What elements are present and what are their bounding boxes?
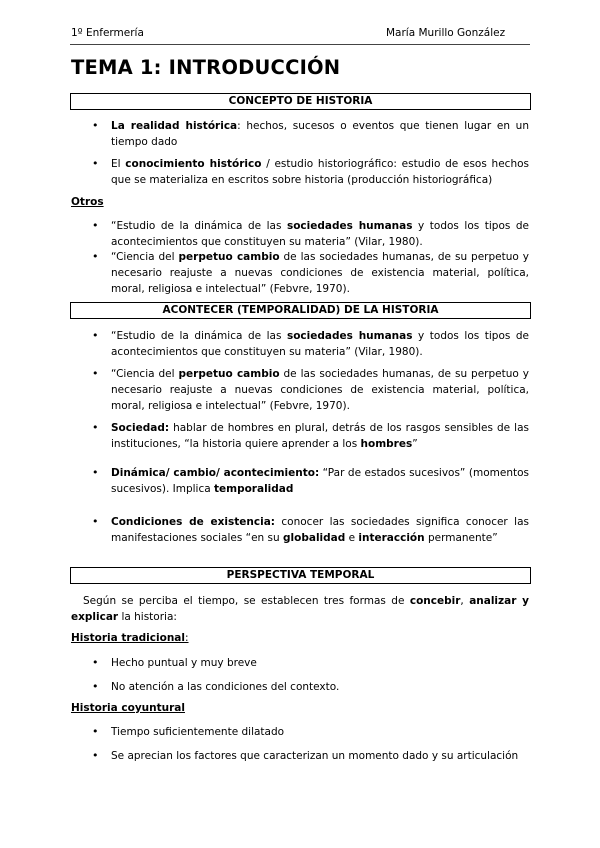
subheading-tradicional: Historia tradicional: xyxy=(71,632,189,644)
bold-term: Condiciones de existencia: xyxy=(111,516,275,528)
list-item: • Dinámica/ cambio/ acontecimiento: “Par de estados sucesivos” (momentos sucesivos). Implica temporalidad xyxy=(111,465,529,497)
list-item: • Tiempo suficientemente dilatado xyxy=(111,724,529,740)
list-item: • Condiciones de existencia: conocer las sociedades significa conocer las manifestaciones sociales “en su globalidad e interacción permanente” xyxy=(111,514,529,546)
bold-term: Sociedad: xyxy=(111,422,170,434)
list-item: • “Ciencia del perpetuo cambio de las sociedades humanas, de su perpetuo y necesario reajuste a nuevas condiciones de existencia material, política, moral, religiosa e intelectual” (Febvre, 1970). xyxy=(111,249,529,297)
bold-term: hombres xyxy=(360,438,413,450)
bold-term: concebir xyxy=(409,595,461,607)
list-item: • No atención a las condiciones del contexto. xyxy=(111,679,529,695)
header-course: 1º Enfermería xyxy=(71,27,144,39)
list-item: • El conocimiento histórico / estudio historiográfico: estudio de esos hechos que se materializa en escritos sobre historia (producción historiográfica) xyxy=(111,156,529,188)
list-item: • “Estudio de la dinámica de las sociedades humanas y todos los tipos de acontecimientos que constituyen su materia” (Vilar, 1980). xyxy=(111,218,529,250)
subheading-otros: Otros xyxy=(71,196,104,208)
bold-term: interacción xyxy=(358,532,425,544)
list-item: • Se aprecian los factores que caracterizan un momento dado y su articulación xyxy=(111,748,529,764)
page-title: TEMA 1: INTRODUCCIÓN xyxy=(71,56,341,79)
header-author: María Murillo González xyxy=(386,27,506,39)
bold-term: sociedades humanas xyxy=(286,330,413,342)
bold-term: La realidad histórica xyxy=(111,120,238,132)
bold-term: conocimiento histórico xyxy=(125,158,262,170)
section-heading-concepto: CONCEPTO DE HISTORIA xyxy=(70,93,531,110)
bold-term: sociedades humanas xyxy=(286,220,413,232)
bold-term: temporalidad xyxy=(214,483,294,495)
list-item: • “Estudio de la dinámica de las sociedades humanas y todos los tipos de acontecimientos que constituyen su materia” (Vilar, 1980). xyxy=(111,328,529,360)
bold-term: perpetuo cambio xyxy=(178,251,280,263)
bold-term: globalidad xyxy=(283,532,346,544)
bold-term: Dinámica/ cambio/ acontecimiento: xyxy=(111,467,320,479)
bold-term: analizar y explicar xyxy=(71,595,529,623)
subheading-coyuntural: Historia coyuntural xyxy=(71,702,185,714)
list-item: • “Ciencia del perpetuo cambio de las sociedades humanas, de su perpetuo y necesario reajuste a nuevas condiciones de existencia material, política, moral, religiosa e intelectual” (Febvre, 1970). xyxy=(111,366,529,414)
bold-term: perpetuo cambio xyxy=(178,368,280,380)
header-divider xyxy=(70,44,530,45)
section-heading-acontecer: ACONTECER (TEMPORALIDAD) DE LA HISTORIA xyxy=(70,302,531,319)
list-item: • Hecho puntual y muy breve xyxy=(111,655,529,671)
list-item: • Sociedad: hablar de hombres en plural, detrás de los rasgos sensibles de las instituciones, “la historia quiere aprender a los hombres” xyxy=(111,420,529,452)
list-item: • La realidad histórica: hechos, sucesos o eventos que tienen lugar en un tiempo dado xyxy=(111,118,529,150)
intro-paragraph: Según se perciba el tiempo, se establecen tres formas de concebir, analizar y explicar la historia: xyxy=(71,595,529,623)
section-heading-perspectiva: PERSPECTIVA TEMPORAL xyxy=(70,567,531,584)
